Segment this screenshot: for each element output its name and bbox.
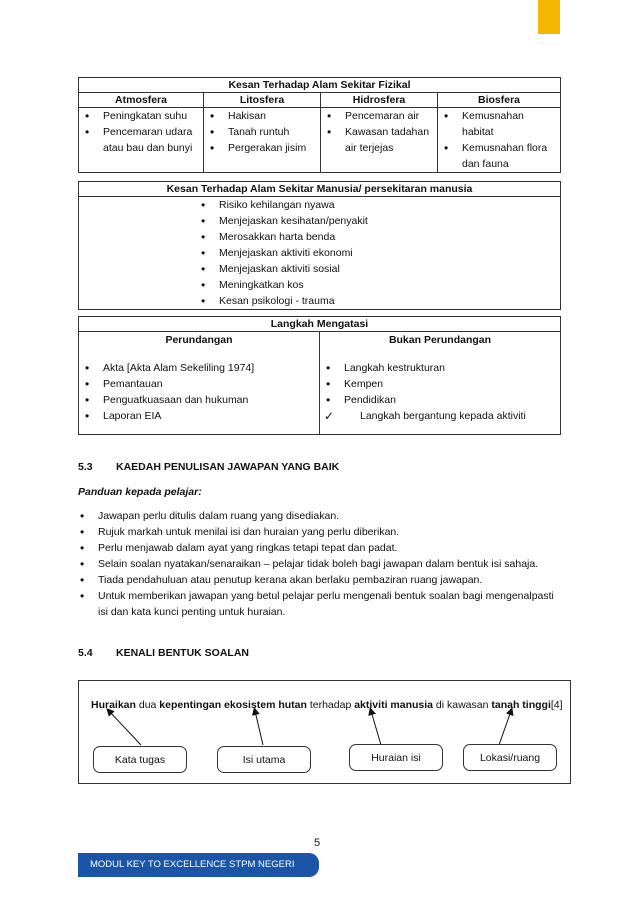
question-diagram-box [78,680,571,784]
cell-perundangan [79,332,320,435]
section-number: 5.4 [78,647,93,659]
cell-manusia-items [79,197,561,310]
section-heading-5-4 [78,647,249,659]
list-item: • Kempen [324,376,556,392]
list-item: • Selain soalan nyatakan/senaraikan – pelajar tidak boleh bagi jawapan dalam bentuk isi sahaja. [78,556,561,572]
arrow-kata-tugas [109,711,141,745]
col-head-litosfera: Litosfera [204,93,321,108]
arrow-huraian-isi [371,711,381,745]
list-item: • Menjejaskan kesihatan/penyakit [199,213,556,229]
label-kata-tugas: Kata tugas [93,746,187,773]
col-head-hidrosfera: Hidrosfera [321,93,438,108]
label-huraian-isi: Huraian isi [349,744,443,771]
cell-hidrosfera [321,108,438,173]
list-item: • Rujuk markah untuk menilai isi dan huraian yang perlu diberikan. [78,524,561,540]
list-item: • Kawasan tadahan air terjejas [325,124,433,156]
guide-list [78,508,561,620]
list-item: • Untuk memberikan jawapan yang betul pelajar perlu mengenali bentuk soalan bagi mengenalpasti isi dan kata kunci penting untuk huraian. [78,588,561,620]
table-title: Kesan Terhadap Alam Sekitar Manusia/ persekitaran manusia [79,182,561,197]
cell-atmosfera [79,108,204,173]
cell-litosfera [204,108,321,173]
section-title: KENALI BENTUK SOALAN [116,647,249,659]
list-item: • Perlu menjawab dalam ayat yang ringkas tetapi tepat dan padat. [78,540,561,556]
q-word: tanah tinggi [491,699,551,711]
list-item: • Menjejaskan aktiviti ekonomi [199,245,556,261]
table-kesan-manusia [78,181,561,310]
label-isi-utama: Isi utama [217,746,311,773]
list-item: • Pergerakan jisim [208,140,316,156]
table-langkah-mengatasi [78,316,561,435]
list-item: • Menjejaskan aktiviti sosial [199,261,556,277]
guide-label: Panduan kepada pelajar: [78,486,202,498]
arrow-lokasi [499,711,511,745]
list-item: • Kemusnahan flora dan fauna [442,140,556,172]
q-word: di kawasan [433,699,492,711]
q-word: dua [135,699,160,711]
list-item: • Merosakkan harta benda [199,229,556,245]
section-number: 5.3 [78,461,93,473]
footer-banner: MODUL KEY TO EXCELLENCE STPM NEGERI PERAK [78,853,319,877]
table-title: Langkah Mengatasi [79,317,561,332]
list-item: • Penguatkuasaan dan hukuman [83,392,315,408]
cell-bukan-perundangan [320,332,561,435]
table-kesan-fizikal [78,77,561,173]
page-corner-tab [538,0,560,34]
list-item: • Pendidikan [324,392,556,408]
list-item: • Risiko kehilangan nyawa [199,197,556,213]
list-item: • Pemantauan [83,376,315,392]
list-item: • Meningkatkan kos [199,277,556,293]
q-word: terhadap [306,699,355,711]
section-heading-5-3 [78,461,339,473]
page-number: 5 [314,837,321,849]
label-lokasi-ruang: Lokasi/ruang [463,744,557,771]
col-head-atmosfera: Atmosfera [79,93,204,108]
q-word: kepentingan ekosistem hutan [159,699,307,711]
check-list-item: ✓ Langkah bergantung kepada aktiviti [324,408,556,424]
list-item: • Peningkatan suhu [83,108,199,124]
list-item: • Langkah kestrukturan [324,360,556,376]
list-item: • Tanah runtuh [208,124,316,140]
list-item: • Akta [Akta Alam Sekeliling 1974] [83,360,315,376]
table-title: Kesan Terhadap Alam Sekitar Fizikal [79,78,561,93]
q-word: [4] [550,699,563,711]
list-item: • Hakisan [208,108,316,124]
section-title: KAEDAH PENULISAN JAWAPAN YANG BAIK [116,461,340,473]
cell-biosfera [438,108,561,173]
q-word: Huraikan [91,699,136,711]
list-item: • Jawapan perlu ditulis dalam ruang yang disediakan. [78,508,561,524]
q-word: aktiviti manusia [354,699,433,711]
list-item: • Kesan psikologi - trauma [199,293,556,309]
col-head-bukan-perundangan: Bukan Perundangan [388,334,492,346]
arrow-isi-utama [255,711,263,745]
list-item: • Tiada pendahuluan atau penutup kerana akan berlaku pembaziran ruang jawapan. [78,572,561,588]
col-head-biosfera: Biosfera [438,93,561,108]
list-item: • Kemusnahan habitat [442,108,556,140]
list-item: • Pencemaran udara atau bau dan bunyi [83,124,199,156]
col-head-perundangan: Perundangan [165,334,233,346]
list-item: • Laporan EIA [83,408,315,424]
list-item: • Pencemaran air [325,108,433,124]
